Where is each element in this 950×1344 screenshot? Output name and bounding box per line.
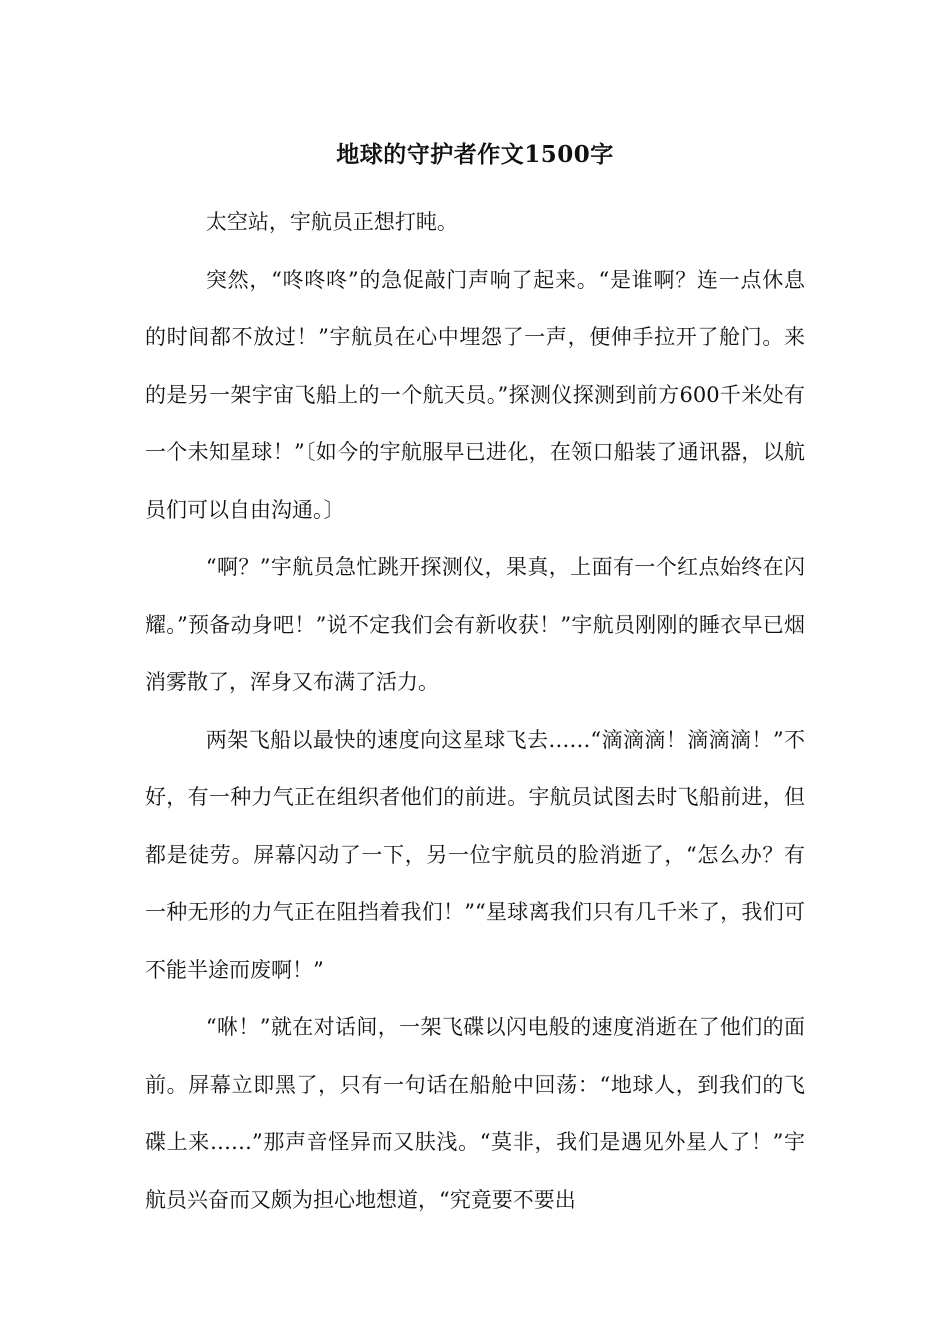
paragraph: 两架飞船以最快的速度向这星球飞去……“滴滴滴！滴滴滴！”不好，有一种力气正在组织者他们的前进。宇航员试图去时飞船前进，但都是徒劳。屏幕闪动了一下，另一位宇航员的脸消逝了，“怎么办？有一种无形的力气正在阻挡着我们！”“星球离我们只有几千米了，我们可不能半途而废啊！” xyxy=(145,727,805,982)
paragraph: “啊？”宇航员急忙跳开探测仪，果真，上面有一个红点始终在闪耀。”预备动身吧！”说不定我们会有新收获！”宇航员刚刚的睡衣早已烟消雾散了，浑身又布满了活力。 xyxy=(145,555,805,694)
paragraph: 太空站，宇航员正想打盹。 xyxy=(205,210,458,234)
paragraph: “咻！”就在对话间，一架飞碟以闪电般的速度消逝在了他们的面前。屏幕立即黑了，只有一句话在船舱中回荡：“地球人，到我们的飞碟上来……”那声音怪异而又肤浅。“莫非，我们是遇见外星人了！”宇航员兴奋而又颇为担心地想道，“究竟要不要出 xyxy=(145,1015,805,1212)
paragraph: 突然，“咚咚咚”的急促敲门声响了起来。“是谁啊？连一点休息的时间都不放过！”宇航员在心中埋怨了一声，便伸手拉开了舱门。来的是另一架宇宙飞船上的一个航天员。”探测仪探测到前方600千米处有一个未知星球！”〔如今的宇航服早已进化，在领口船装了通讯器，以航员们可以自由沟通。〕 xyxy=(145,267,805,522)
document-body xyxy=(145,194,805,1229)
document-title: 地球的守护者作文1500字 xyxy=(336,141,614,168)
